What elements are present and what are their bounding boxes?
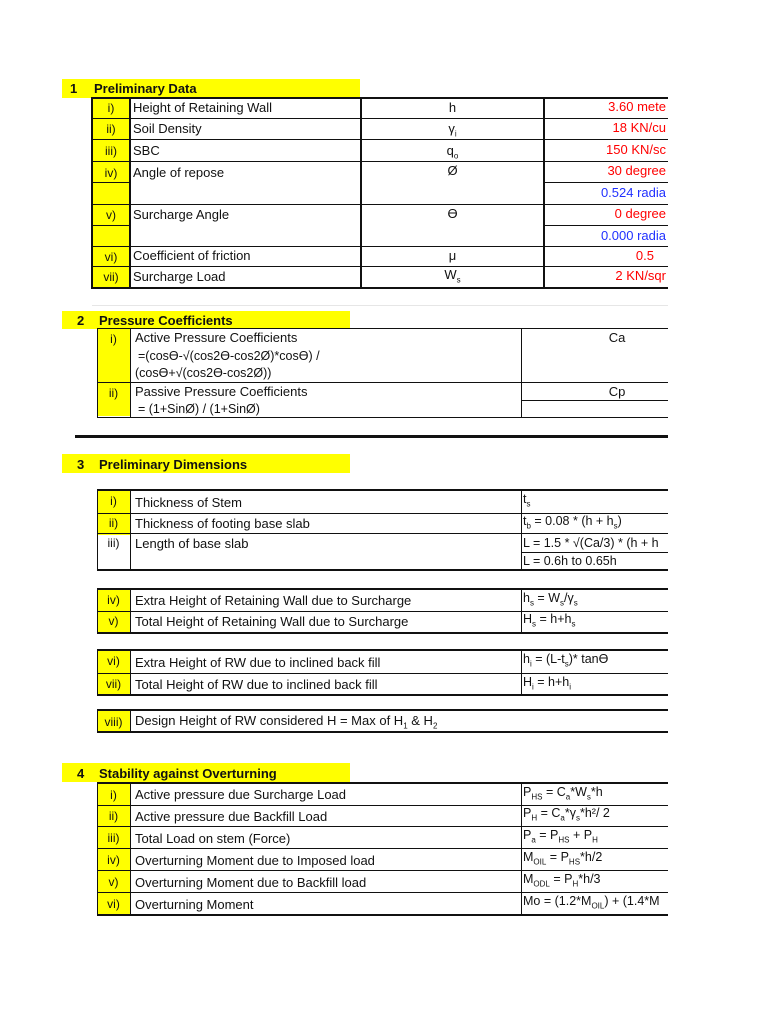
roman-ii: ii) [106,122,116,136]
label-sbc: SBC [133,143,160,158]
label-active-pressure-coefficients: Active Pressure Coefficients [135,330,298,345]
label-design-height: Design Height of RW considered H = Max of $H_1$ & $H_2$ [135,713,438,731]
roman-vi: vi) [107,654,120,668]
roman-v: v) [106,208,116,222]
value-surcharge-radian: 0.000 radia [600,228,666,243]
section-number: 1 [70,81,78,96]
section-number: 4 [77,766,85,781]
formula-Hi: $H_i = h+h_i$ [523,675,572,692]
value-height: 3.60 mete [608,99,666,114]
label-coefficient-of-friction: Coefficient of friction [133,248,251,263]
label-total-height-surcharge: Total Height of Retaining Wall due to Surcharge [135,614,409,629]
label-extra-height-inclined: Extra Height of RW due to inclined back fill [135,655,381,670]
roman-vi: vi) [104,250,118,264]
section-number: 3 [77,457,85,472]
value-angle-radian: 0.524 radia [600,185,666,200]
value-surcharge-degree: 0 degree [614,206,666,221]
symbol-mu: μ [448,248,457,263]
value-angle-degree: 30 degree [607,163,666,178]
section-title: Stability against Overturning [99,766,277,781]
roman-iv: iv) [107,853,120,867]
label-surcharge-angle: Surcharge Angle [133,207,230,222]
label-passive-pressure-coefficients: Passive Pressure Coefficients [135,384,308,399]
value-surcharge-load: 2 KN/sqr [615,268,666,283]
formula-modl: $M_{ODL} = P_H*h/3$ [523,872,601,889]
roman-ii: ii) [108,516,119,530]
symbol-theta: ϴ [447,206,458,221]
label-total-load-on-stem: Total Load on stem (Force) [135,831,291,846]
roman-vi: vi) [107,897,120,911]
formula-active-line-1: =(cosϴ-√(cos2ϴ-cos2Ø)*cosϴ) / [138,349,320,363]
label-angle-of-repose: Angle of repose [133,165,225,180]
symbol-ws: $W_s$ [444,267,461,285]
formula-passive: = (1+SinØ) / (1+SinØ) [138,402,260,416]
section-title: Preliminary Data [94,81,197,96]
formula-hi: $h_i = (L-t_s)*$ tanϴ [523,652,609,669]
roman-v: v) [108,875,119,889]
symbol-q: $q_o$ [446,143,459,161]
label-active-pressure-backfill: Active pressure due Backfill Load [135,809,328,824]
roman-iii: iii) [107,831,120,845]
label-extra-height-surcharge: Extra Height of Retaining Wall due to Surcharge [135,593,412,608]
formula-hs: $h_s = W_s/\gamma_s$ [523,591,578,608]
label-overturning-moment: Overturning Moment [135,897,254,912]
roman-i: i) [110,332,117,346]
section-4-header [62,763,350,782]
roman-iv: iv) [104,166,118,180]
symbol-cp: Cp [608,384,626,399]
formula-ph: $P_H = C_a*\gamma_s*h^2/$ 2 [523,806,610,823]
section-title: Preliminary Dimensions [99,457,248,472]
roman-vii: vii) [105,677,122,691]
label-height-of-retaining-wall: Height of Retaining Wall [133,100,272,115]
label-thickness-of-footing-base-slab: Thickness of footing base slab [135,516,310,531]
roman-i: i) [110,494,117,508]
label-soil-density: Soil Density [133,121,202,136]
roman-v: v) [108,614,119,628]
formula-moil: $M_{OIL} = P_{HS}*h/2$ [523,850,603,867]
label-total-height-inclined: Total Height of RW due to inclined back fill [135,677,378,692]
roman-ii: ii) [108,809,119,823]
section-1-header [62,79,360,98]
formula-active-line-2: (cosϴ+√(cos2ϴ-cos2Ø)) [135,366,272,380]
section-3-header [62,454,350,473]
section-2-header [62,311,350,329]
roman-vii: vii) [103,270,119,284]
roman-iv: iv) [107,593,120,607]
roman-i: i) [110,788,117,802]
label-thickness-of-stem: Thickness of Stem [135,495,242,510]
value-soil-density: 18 KN/cu [612,120,666,135]
formula-length-2: L = 0.6h to 0.65h [523,554,617,568]
symbol-phi: Ø [447,163,458,178]
formula-pa: $P_a = P_{HS} + P_H$ [523,828,598,845]
roman-i: i) [107,101,115,115]
value-sbc: 150 KN/sc [606,142,666,157]
formula-phs: $P_{HS} = C_a*W_s*h$ [523,785,603,802]
roman-iii: iii) [107,536,120,550]
formula-mo: $Mo = (1.2*M_{OIL}) + (1.4*M$ [523,894,660,911]
value-friction: 0.5 [635,248,654,263]
label-length-of-base-slab: Length of base slab [135,536,249,551]
label-overturning-moment-backfill: Overturning Moment due to Backfill load [135,875,367,890]
formula-Hs: $H_s = h+h_s$ [523,612,576,629]
formula-length-1: L = 1.5 * √(Ca/3) * (h + h [523,536,659,550]
symbol-h: h [448,100,457,115]
symbol-ca: Ca [608,330,626,345]
label-active-pressure-surcharge: Active pressure due Surcharge Load [135,787,347,802]
label-overturning-moment-imposed: Overturning Moment due to Imposed load [135,853,375,868]
formula-tb: $t_b = 0.08 * (h + h_s)$ [523,514,622,531]
roman-iii: iii) [105,144,117,158]
label-surcharge-load: Surcharge Load [133,269,226,284]
roman-viii: viii) [104,715,123,729]
section-number: 2 [77,313,85,328]
symbol-gamma: $\gamma_i$ [448,121,457,139]
section-title: Pressure Coefficients [99,313,233,328]
roman-ii: ii) [108,386,119,400]
formula-ts: $t_s$ [523,492,531,509]
